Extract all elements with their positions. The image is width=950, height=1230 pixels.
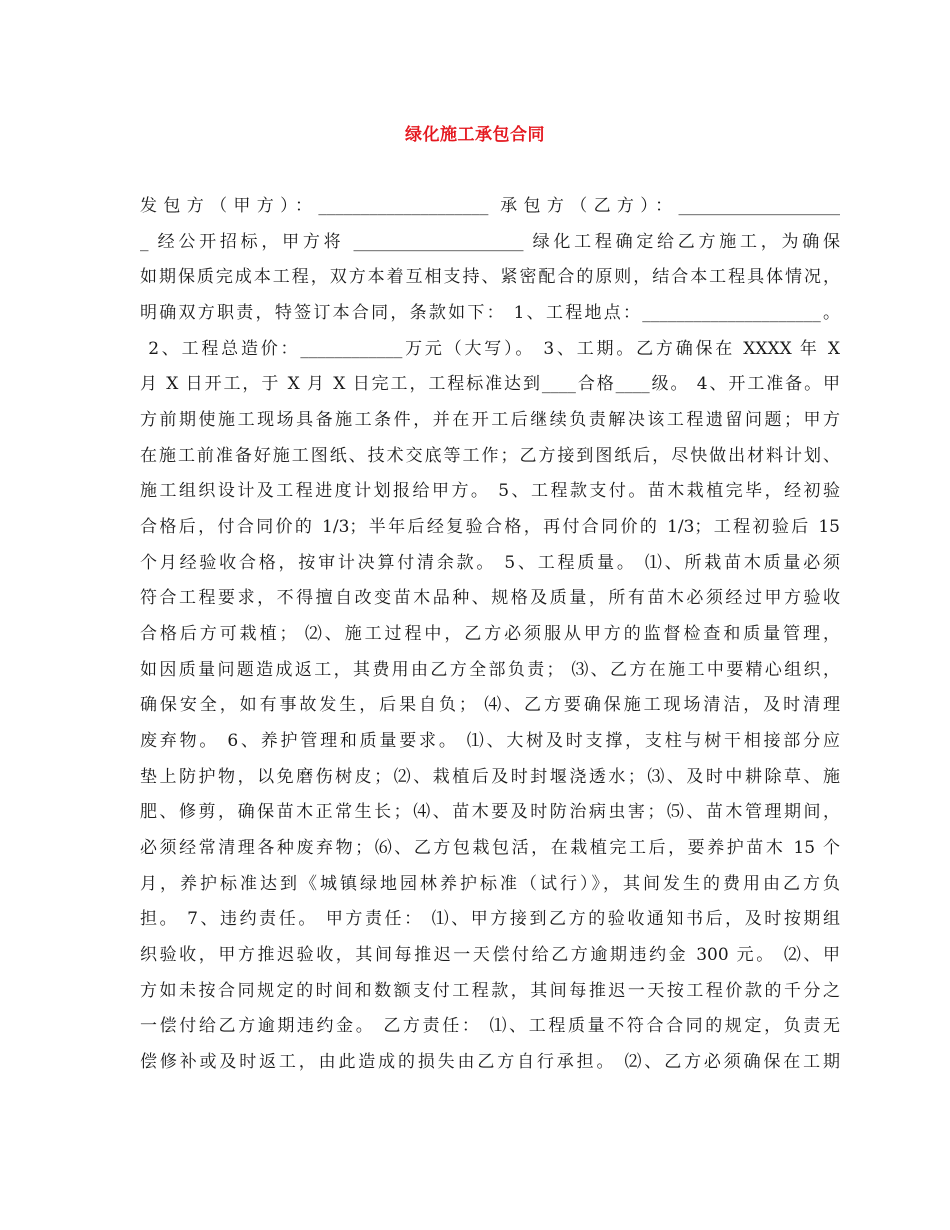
body-line: 明确双方职责，特签订本合同，条款如下： 1、工程地点：_____________________。 (140, 303, 840, 323)
body-line: 肥、修剪，确保苗木正常生长；⑷、苗木要及时防治病虫害；⑸、苗木管理期间， (140, 802, 840, 822)
body-line: 必须经常清理各种废弃物；⑹、乙方包栽包活，在栽植完工后，要养护苗木 15 个 (140, 838, 840, 858)
body-line: 发包方（甲方）：____________________ 承包方（乙方）：___________________ (140, 196, 840, 216)
body-line: 方如未按合同规定的时间和数额支付工程款，其间每推迟一天按工程价款的千分之 (140, 981, 840, 1001)
body-line: 月 X 日开工，于 X 月 X 日完工，工程标准达到____合格____级。 4、开工准备。甲 (140, 374, 840, 394)
document-title: 绿化施工承包合同 (405, 125, 545, 145)
body-line: 方前期使施工现场具备施工条件，并在开工后继续负责解决该工程遗留问题；甲方 (140, 410, 840, 430)
body-line: 符合工程要求，不得擅自改变苗木品种、规格及质量，所有苗木必须经过甲方验收 (140, 588, 840, 608)
body-line: 合格后方可栽植； ⑵、施工过程中，乙方必须服从甲方的监督检查和质量管理， (140, 624, 840, 644)
body-line: 如因质量问题造成返工，其费用由乙方全部负责； ⑶、乙方在施工中要精心组织， (140, 660, 840, 680)
body-line: 个月经验收合格，按审计决算付清余款。 5、工程质量。 ⑴、所栽苗木质量必须 (140, 553, 840, 573)
body-line: 施工组织设计及工程进度计划报给甲方。 5、工程款支付。苗木栽植完毕，经初验 (140, 481, 840, 501)
body-line: 2、工程总造价：____________万元（大写）。 3、工期。乙方确保在 XXXX 年 X (140, 339, 840, 359)
body-line: 垫上防护物，以免磨伤树皮；⑵、栽植后及时封堰浇透水；⑶、及时中耕除草、施 (140, 767, 840, 787)
body-line: 一偿付给乙方逾期违约金。 乙方责任： ⑴、工程质量不符合合同的规定，负责无 (140, 1016, 840, 1036)
body-line: 如期保质完成本工程，双方本着互相支持、紧密配合的原则，结合本工程具体情况， (140, 267, 840, 287)
body-line: 合格后，付合同价的 1/3；半年后经复验合格，再付合同价的 1/3；工程初验后 15 (140, 517, 840, 537)
body-line: 确保安全，如有事故发生，后果自负； ⑷、乙方要确保施工现场清洁，及时清理 (140, 695, 840, 715)
body-line: 担。 7、违约责任。 甲方责任： ⑴、甲方接到乙方的验收通知书后，及时按期组 (140, 909, 840, 929)
body-line: 月，养护标准达到《城镇绿地园林养护标准（试行）》，其间发生的费用由乙方负 (140, 874, 840, 894)
body-line: 偿修补或及时返工，由此造成的损失由乙方自行承担。 ⑵、乙方必须确保在工期 (140, 1052, 840, 1072)
body-line: 废弃物。 6、养护管理和质量要求。 ⑴、大树及时支撑，支柱与树干相接部分应 (140, 731, 840, 751)
body-line: 在施工前准备好施工图纸、技术交底等工作；乙方接到图纸后，尽快做出材料计划、 (140, 446, 840, 466)
body-line: _ 经公开招标，甲方将 ____________________ 绿化工程确定给乙方施工，为确保 (140, 232, 840, 252)
body-line: 织验收，甲方推迟验收，其间每推迟一天偿付给乙方逾期违约金 300 元。 ⑵、甲 (140, 945, 840, 965)
